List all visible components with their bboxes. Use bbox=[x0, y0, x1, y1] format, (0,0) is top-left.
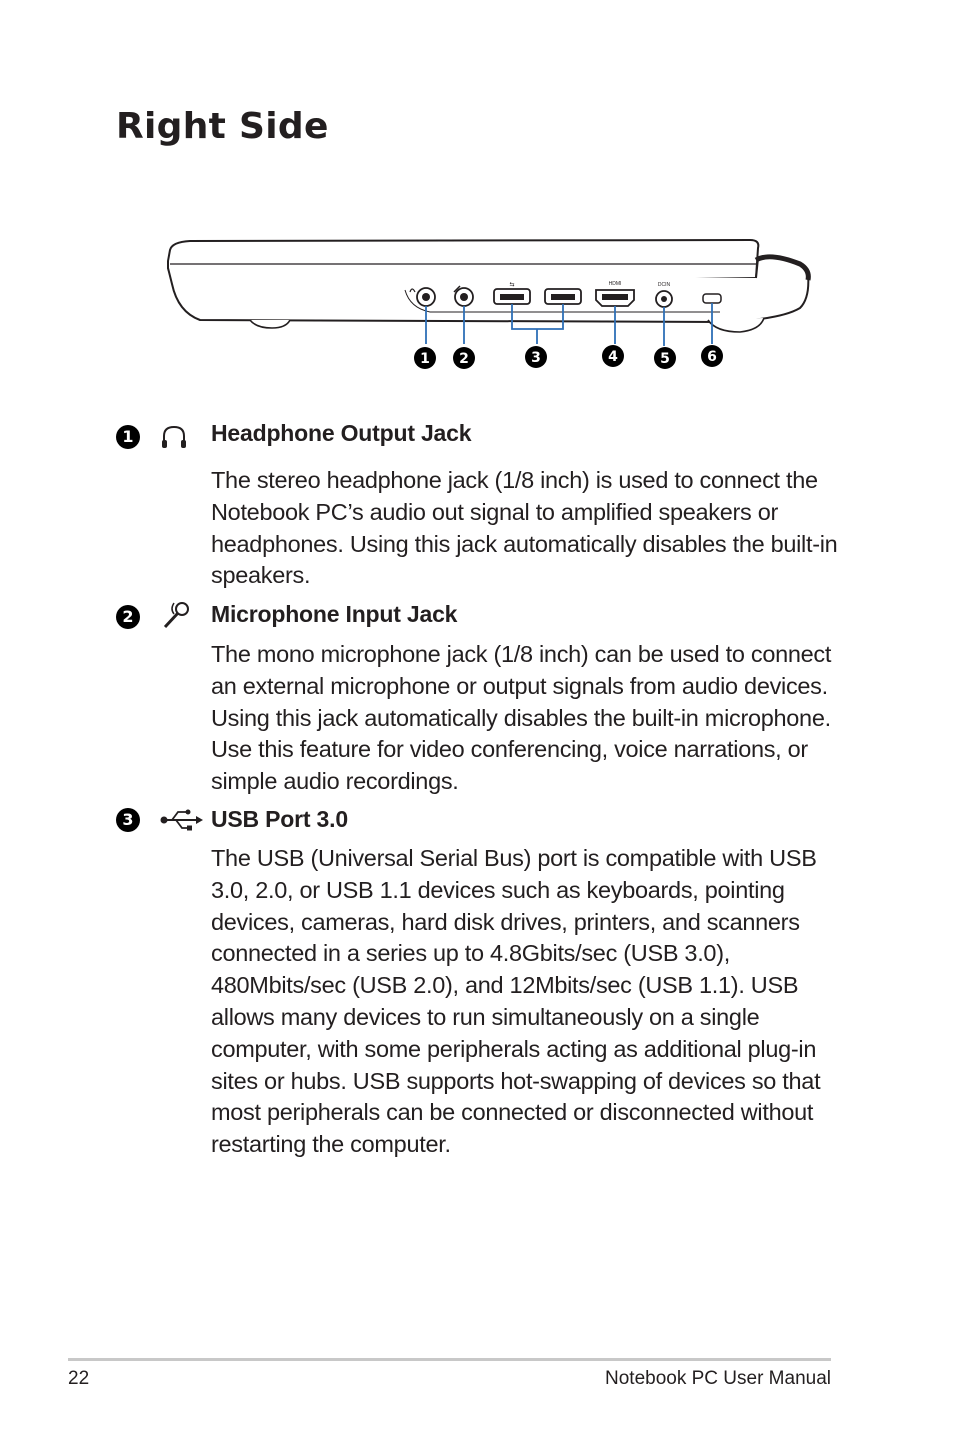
svg-text:5: 5 bbox=[660, 351, 670, 367]
section-heading: Headphone Output Jack bbox=[211, 420, 472, 446]
page-number: 22 bbox=[68, 1368, 90, 1389]
svg-text:3: 3 bbox=[531, 350, 541, 366]
section-heading: Microphone Input Jack bbox=[211, 601, 458, 627]
footer-divider bbox=[68, 1358, 831, 1361]
section-body: The USB (Universal Serial Bus) port is compatible with USB 3.0, 2.0, or USB 1.1 devices such as keyboards, pointing devices, cameras, hard disk drives, printers, and scanners connected in a series up to 4.8Gbits/sec (USB 3.0), 480Mbits/sec (USB 2.0), and 12Mbits/sec (USB 1.1). USB allows many devices to run simultaneously on a single computer, with some peripherals acting as additional plug-in sites or hubs. USB supports hot-swapping of devices so that most peripherals can be connected or disconnected without restarting the computer. bbox=[211, 845, 821, 1158]
manual-title: Notebook PC User Manual bbox=[605, 1368, 831, 1389]
section-heading: USB Port 3.0 bbox=[211, 806, 348, 832]
section-number: 2 bbox=[116, 605, 140, 629]
usb-icon bbox=[160, 808, 204, 832]
section-number: 3 bbox=[116, 808, 140, 832]
headphones-icon bbox=[160, 424, 188, 450]
svg-text:6: 6 bbox=[707, 349, 717, 365]
svg-text:4: 4 bbox=[608, 349, 618, 365]
svg-text:1: 1 bbox=[420, 351, 430, 367]
microphone-icon bbox=[160, 600, 192, 632]
svg-text:2: 2 bbox=[459, 351, 469, 367]
svg-text:HDMI: HDMI bbox=[608, 281, 622, 287]
section-number: 1 bbox=[116, 425, 140, 449]
section-body: The mono microphone jack (1/8 inch) can be used to connect an external microphone or output signals from audio devices. Using this jack automatically disables the built-in microphone. Use this feature for video conferencing, voice narrations, or simple audio recordings. bbox=[211, 641, 832, 795]
svg-text:DCIN: DCIN bbox=[657, 282, 671, 288]
laptop-right-side-diagram bbox=[160, 228, 820, 378]
section-body: The stereo headphone jack (1/8 inch) is used to connect the Notebook PC’s audio out signal to amplified speakers or headphones. Using this jack automatically disables the built-in speakers. bbox=[211, 467, 838, 589]
svg-text:⇆: ⇆ bbox=[509, 282, 515, 288]
page-title: Right Side bbox=[116, 106, 329, 147]
